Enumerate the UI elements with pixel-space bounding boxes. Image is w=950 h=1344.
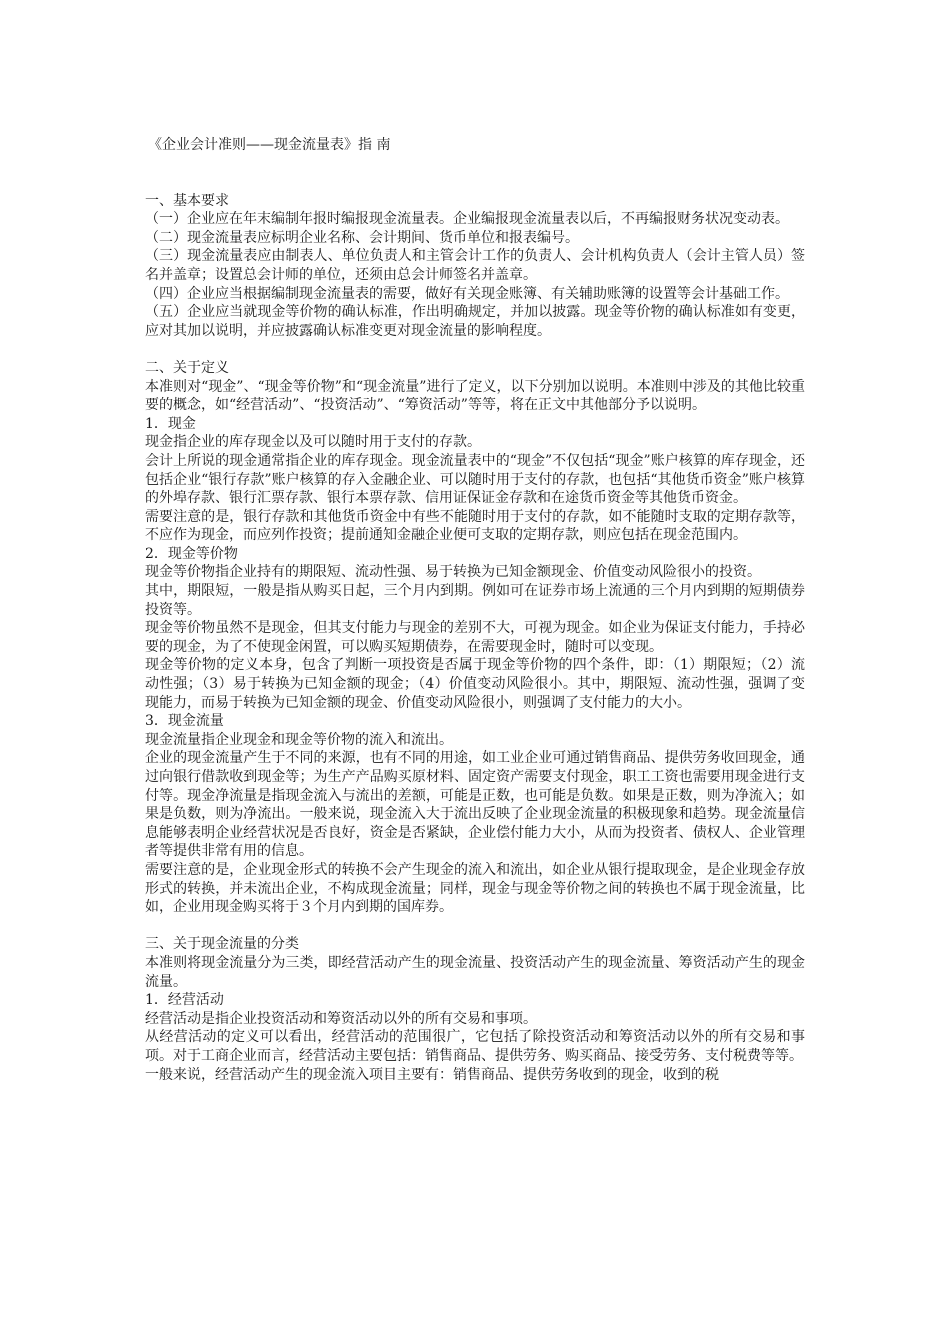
- section-heading: 一、基本要求: [145, 192, 229, 209]
- paragraph: 现金流量指企业现金和现金等价物的流入和流出。: [145, 731, 453, 748]
- spacer: [145, 155, 805, 192]
- paragraph: 本准则对“现金”、“现金等价物”和“现金流量”进行了定义，以下分别加以说明。本准则中涉及的其他比较重要的概念，如“经营活动”、“投资活动”、“筹资活动”等等，将在正文中其他部分予以说明。: [145, 378, 805, 414]
- paragraph: 现金等价物指企业持有的期限短、流动性强、易于转换为已知金额现金、价值变动风险很小的投资。: [145, 564, 761, 581]
- section-classification: [145, 935, 805, 1084]
- section-definitions: [145, 359, 805, 917]
- spacer: [145, 917, 805, 936]
- paragraph: （五）企业应当就现金等价物的确认标准，作出明确规定，并加以披露。现金等价物的确认标准如有变更，应对其加以说明，并应披露确认标准变更对现金流量的影响程度。: [145, 304, 805, 339]
- paragraph: 现金指企业的库存现金以及可以随时用于支付的存款。: [145, 434, 481, 451]
- paragraph: 从经营活动的定义可以看出，经营活动的范围很广，它包括了除投资活动和筹资活动以外的所有交易和事项。对于工商企业而言，经营活动主要包括：销售商品、提供劳务、购买商品、接受劳务、支付税费等等。: [145, 1029, 805, 1064]
- subheading: 1．现金: [145, 415, 196, 432]
- section-heading: 二、关于定义: [145, 359, 229, 376]
- paragraph: （一）企业应在年末编制年报时编报现金流量表。企业编报现金流量表以后，不再编报财务状况变动表。: [145, 211, 789, 228]
- subheading: 2．现金等价物: [145, 545, 238, 562]
- spacer: [145, 340, 805, 359]
- paragraph: 需要注意的是，银行存款和其他货币资金中有些不能随时用于支付的存款，如不能随时支取的定期存款等，不应作为现金，而应列作投资；提前通知金融企业便可支取的定期存款，则应包括在现金范围内。: [145, 508, 805, 544]
- paragraph: 需要注意的是，企业现金形式的转换不会产生现金的流入和流出，如企业从银行提取现金，是企业现金存放形式的转换，并未流出企业，不构成现金流量；同样，现金与现金等价物之间的转换也不属于现金流量，比如，企业用现金购买将于３个月内到期的国库券。: [145, 861, 805, 916]
- paragraph: （三）现金流量表应由制表人、单位负责人和主管会计工作的负责人、会计机构负责人（会计主管人员）签名并盖章；设置总会计师的单位，还须由总会计师签名并盖章。: [145, 248, 805, 283]
- paragraph: 本准则将现金流量分为三类，即经营活动产生的现金流量、投资活动产生的现金流量、筹资活动产生的现金流量。: [145, 954, 805, 990]
- paragraph: （二）现金流量表应标明企业名称、会计期间、货币单位和报表编号。: [145, 229, 579, 246]
- document-title: 《企业会计准则——现金流量表》指 南: [148, 137, 391, 153]
- paragraph: 企业的现金流量产生于不同的来源，也有不同的用途，如工业企业可通过销售商品、提供劳务收回现金，通过向银行借款收到现金等；为生产产品购买原材料、固定资产需要支付现金，职工工资也需要用现金进行支付等。现金净流量是指现金流入与流出的差额，可能是正数，也可能是负数。如果是正数，则为净流入；如果是负数，则为净流出。一般来说，现金流入大于流出反映了企业现金流量的积极现象和趋势。现金流量信息能够表明企业经营状况是否良好，资金是否紧缺，企业偿付能力大小，从而为投资者、债权人、企业管理者等提供非常有用的信息。: [145, 750, 805, 860]
- paragraph: 会计上所说的现金通常指企业的库存现金。现金流量表中的“现金”不仅包括“现金”账户核算的库存现金，还包括企业“银行存款”账户核算的存入金融企业、可以随时用于支付的存款，也包括“其他货币资金”账户核算的外埠存款、银行汇票存款、银行本票存款、信用证保证金存款和在途货币资金等其他货币资金。: [145, 452, 805, 507]
- paragraph: 现金等价物的定义本身，包含了判断一项投资是否属于现金等价物的四个条件，即：（1）期限短；（2）流动性强；（3）易于转换为已知金额的现金；（4）价值变动风险很小。其中，期限短、流动性强，强调了变现能力，而易于转换为已知金额的现金、价值变动风险很小，则强调了支付能力的大小。: [145, 657, 805, 711]
- subheading: 3．现金流量: [145, 713, 224, 730]
- document-page: [145, 136, 805, 1084]
- paragraph: 其中，期限短，一般是指从购买日起，三个月内到期。例如可在证券市场上流通的三个月内到期的短期债券投资等。: [145, 583, 805, 618]
- section-basic-requirements: [145, 192, 805, 341]
- paragraph: 经营活动是指企业投资活动和筹资活动以外的所有交易和事项。: [145, 1010, 537, 1027]
- paragraph: （四）企业应当根据编制现金流量表的需要，做好有关现金账簿、有关辅助账簿的设置等会计基础工作。: [145, 285, 789, 302]
- paragraph: 现金等价物虽然不是现金，但其支付能力与现金的差别不大，可视为现金。如企业为保证支付能力，手持必要的现金，为了不使现金闲置，可以购买短期债券，在需要现金时，随时可以变现。: [145, 620, 805, 655]
- subheading: 1．经营活动: [145, 992, 224, 1009]
- paragraph: 一般来说，经营活动产生的现金流入项目主要有：销售商品、提供劳务收到的现金，收到的税: [145, 1066, 719, 1083]
- section-heading: 三、关于现金流量的分类: [145, 936, 299, 953]
